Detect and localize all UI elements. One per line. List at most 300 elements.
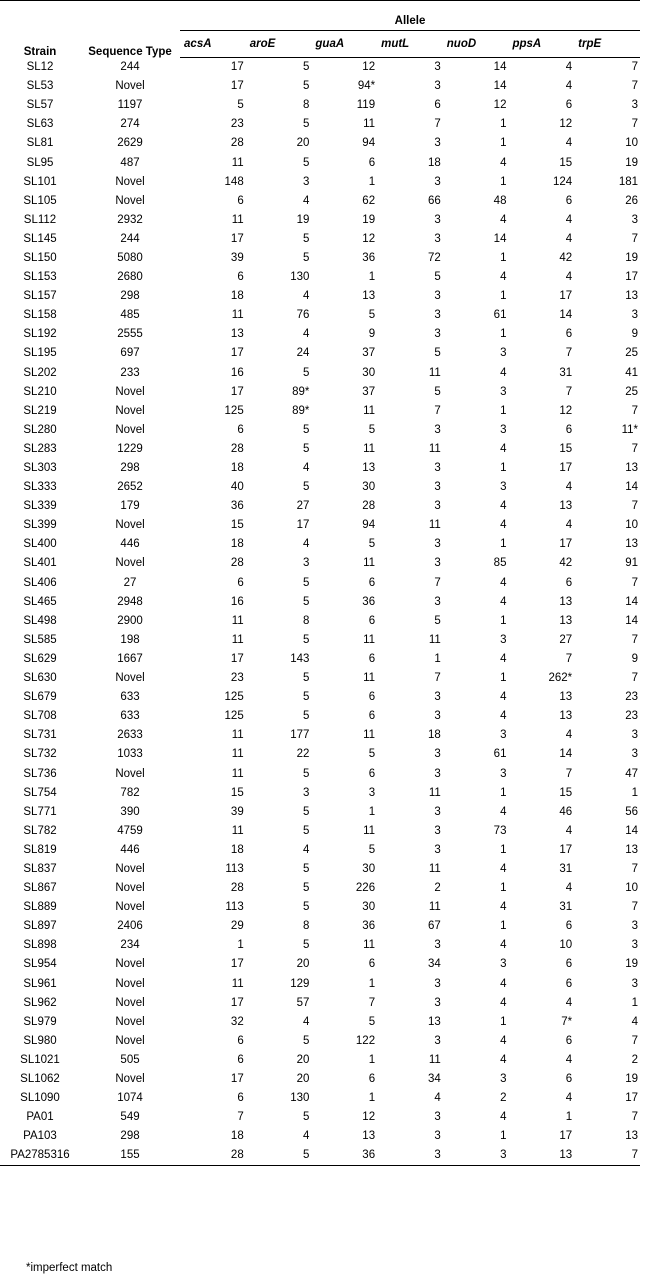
cell-acsa: 17 <box>230 652 244 665</box>
cell-mutl: 11 <box>428 786 441 799</box>
cell-strain: SL153 <box>23 271 57 284</box>
cell-strain: SL980 <box>23 1034 57 1047</box>
cell-aroe: 17 <box>296 519 310 532</box>
cell-aroe: 19 <box>296 213 310 226</box>
cell-trpe: 17 <box>625 271 638 284</box>
table-row <box>0 115 640 134</box>
cell-trpe: 11* <box>621 423 638 436</box>
cell-ppsa: 13 <box>559 710 573 723</box>
cell-sequence-type: Novel <box>115 519 145 532</box>
cell-mutl: 3 <box>434 595 441 608</box>
cell-aroe: 5 <box>303 1111 310 1124</box>
cell-guaa: 6 <box>368 652 376 665</box>
cell-guaa: 13 <box>362 1130 376 1143</box>
cell-trpe: 14 <box>625 824 638 837</box>
cell-strain: SL401 <box>23 557 57 570</box>
cell-aroe: 5 <box>303 481 310 494</box>
cell-trpe: 7 <box>631 1034 638 1047</box>
cell-nuod: 1 <box>500 1015 507 1028</box>
cell-trpe: 13 <box>625 538 638 551</box>
cell-aroe: 8 <box>303 614 310 627</box>
cell-mutl: 3 <box>434 824 441 837</box>
cell-acsa: 6 <box>237 194 244 207</box>
cell-acsa: 17 <box>230 232 244 245</box>
cell-trpe: 10 <box>625 519 638 532</box>
cell-trpe: 7 <box>631 61 638 74</box>
cell-acsa: 18 <box>230 462 244 475</box>
cell-acsa: 36 <box>230 500 244 513</box>
cell-mutl: 34 <box>427 1073 441 1086</box>
cell-mutl: 3 <box>434 213 441 226</box>
column-header-gene: ppsA <box>508 31 574 58</box>
cell-guaa: 3 <box>368 786 376 799</box>
cell-guaa: 1 <box>368 1053 376 1066</box>
cell-mutl: 3 <box>434 1034 441 1047</box>
cell-nuod: 1 <box>500 290 507 303</box>
table-row <box>0 631 640 650</box>
cell-aroe: 5 <box>303 805 310 818</box>
cell-trpe: 7 <box>631 442 638 455</box>
cell-strain: SL112 <box>23 213 57 226</box>
cell-ppsa: 6 <box>565 328 573 341</box>
table-row <box>0 574 640 593</box>
cell-strain: SL145 <box>23 232 57 245</box>
cell-ppsa: 4 <box>565 1092 573 1105</box>
cell-ppsa: 4 <box>565 824 573 837</box>
cell-strain: SL63 <box>26 118 54 131</box>
cell-mutl: 3 <box>434 328 441 341</box>
cell-aroe: 4 <box>303 328 310 341</box>
cell-mutl: 3 <box>434 557 441 570</box>
table-row <box>0 612 640 631</box>
cell-aroe: 20 <box>296 1073 310 1086</box>
cell-nuod: 4 <box>500 691 507 704</box>
cell-sequence-type: 155 <box>80 1146 180 1166</box>
cell-ppsa: 6 <box>565 920 573 933</box>
cell-aroe: 20 <box>296 958 310 971</box>
table-row <box>0 1108 640 1127</box>
cell-strain: SL771 <box>23 805 57 818</box>
cell-acsa: 28 <box>180 1146 246 1166</box>
cell-aroe: 3 <box>303 557 310 570</box>
cell-ppsa: 4 <box>565 213 573 226</box>
cell-strain: SL219 <box>23 404 57 417</box>
cell-nuod: 4 <box>500 1053 507 1066</box>
cell-ppsa: 12 <box>559 404 573 417</box>
cell-acsa: 113 <box>225 862 244 875</box>
cell-mutl: 3 <box>434 500 441 513</box>
cell-mutl: 3 <box>434 939 441 952</box>
cell-nuod: 14 <box>493 61 507 74</box>
cell-aroe: 5 <box>303 672 310 685</box>
table-row <box>0 459 640 478</box>
cell-aroe: 5 <box>303 901 310 914</box>
cell-trpe: 3 <box>631 729 638 742</box>
cell-trpe: 7 <box>631 232 638 245</box>
table-row <box>0 994 640 1013</box>
cell-strain: SL962 <box>23 996 57 1009</box>
cell-strain: SL1062 <box>20 1073 60 1086</box>
cell-acsa: 113 <box>225 901 244 914</box>
cell-ppsa: 6 <box>565 977 573 990</box>
cell-mutl: 13 <box>427 1015 441 1028</box>
cell-nuod: 4 <box>500 939 507 952</box>
cell-ppsa: 12 <box>559 118 573 131</box>
table-row <box>0 516 640 535</box>
cell-acsa: 6 <box>237 1034 244 1047</box>
cell-nuod: 1 <box>500 672 507 685</box>
cell-strain: SL679 <box>23 691 57 704</box>
cell-trpe: 7 <box>631 80 638 93</box>
cell-strain: PA2785316 <box>0 1146 80 1166</box>
cell-ppsa: 4 <box>565 481 573 494</box>
cell-aroe: 4 <box>303 843 310 856</box>
cell-sequence-type: Novel <box>115 385 145 398</box>
cell-ppsa: 6 <box>565 576 573 589</box>
cell-ppsa: 4 <box>565 1053 573 1066</box>
cell-mutl: 5 <box>434 385 441 398</box>
cell-acsa: 125 <box>224 404 244 417</box>
cell-trpe: 3 <box>631 748 638 761</box>
cell-ppsa: 17 <box>559 290 573 303</box>
cell-acsa: 11 <box>231 156 244 169</box>
cell-trpe: 23 <box>625 691 638 704</box>
cell-sequence-type: 2680 <box>117 271 143 284</box>
cell-aroe: 5 <box>303 156 310 169</box>
cell-mutl: 3 <box>434 232 441 245</box>
table-row <box>0 898 640 917</box>
cell-aroe: 4 <box>303 1015 310 1028</box>
cell-acsa: 11 <box>231 213 244 226</box>
cell-trpe: 56 <box>625 805 638 818</box>
cell-sequence-type: 2932 <box>117 213 143 226</box>
cell-ppsa: 14 <box>559 309 573 322</box>
cell-acsa: 6 <box>237 1092 244 1105</box>
cell-acsa: 11 <box>231 767 244 780</box>
cell-acsa: 17 <box>230 347 244 360</box>
table-row <box>0 784 640 803</box>
cell-aroe: 5 <box>303 576 310 589</box>
cell-sequence-type: Novel <box>115 862 145 875</box>
cell-mutl: 66 <box>427 194 441 207</box>
cell-sequence-type: 1197 <box>117 99 143 112</box>
table-row <box>0 1146 640 1166</box>
cell-acsa: 18 <box>230 290 244 303</box>
cell-ppsa: 31 <box>559 901 573 914</box>
table-row <box>0 497 640 516</box>
cell-guaa: 62 <box>362 194 376 207</box>
cell-mutl: 11 <box>428 519 441 532</box>
cell-nuod: 4 <box>500 901 507 914</box>
cell-mutl: 11 <box>428 901 441 914</box>
cell-strain: PA103 <box>23 1130 57 1143</box>
cell-acsa: 17 <box>230 385 244 398</box>
cell-trpe: 7 <box>631 901 638 914</box>
cell-mutl: 18 <box>427 156 441 169</box>
cell-strain: SL192 <box>23 328 57 341</box>
cell-trpe: 26 <box>625 194 638 207</box>
cell-guaa: 1 <box>368 805 376 818</box>
cell-nuod: 1 <box>500 175 507 188</box>
cell-mutl: 5 <box>434 271 441 284</box>
cell-trpe: 25 <box>625 347 638 360</box>
cell-mutl: 3 <box>434 423 441 436</box>
cell-mutl: 3 <box>434 996 441 1009</box>
cell-strain: SL889 <box>23 901 57 914</box>
cell-aroe: 8 <box>303 920 310 933</box>
cell-sequence-type: 1074 <box>117 1092 143 1105</box>
cell-mutl: 1 <box>434 652 441 665</box>
cell-aroe: 5 <box>303 366 310 379</box>
cell-trpe: 3 <box>631 99 638 112</box>
cell-trpe: 9 <box>631 328 638 341</box>
cell-trpe: 2 <box>631 1053 638 1066</box>
cell-ppsa: 17 <box>559 462 573 475</box>
cell-aroe: 129 <box>290 977 310 990</box>
cell-strain: SL57 <box>26 99 54 112</box>
cell-ppsa: 6 <box>565 958 573 971</box>
cell-strain: SL105 <box>23 194 57 207</box>
cell-nuod: 4 <box>500 271 507 284</box>
cell-aroe: 8 <box>303 99 310 112</box>
table-body <box>0 58 640 1166</box>
cell-strain: SL629 <box>23 652 57 665</box>
cell-sequence-type: Novel <box>115 882 145 895</box>
cell-nuod: 4 <box>500 1111 507 1124</box>
cell-nuod: 61 <box>493 309 507 322</box>
cell-sequence-type: Novel <box>115 194 145 207</box>
cell-mutl: 3 <box>434 691 441 704</box>
cell-trpe: 19 <box>625 251 638 264</box>
table-row <box>0 593 640 612</box>
cell-guaa: 1 <box>368 1092 376 1105</box>
cell-acsa: 16 <box>230 595 244 608</box>
cell-nuod: 48 <box>493 194 507 207</box>
table-row <box>0 211 640 230</box>
table-row <box>0 1127 640 1146</box>
cell-ppsa: 13 <box>559 614 573 627</box>
cell-ppsa: 42 <box>559 557 573 570</box>
cell-sequence-type: 198 <box>120 633 140 646</box>
cell-sequence-type: 244 <box>120 60 140 73</box>
cell-trpe: 1 <box>631 786 638 799</box>
cell-guaa: 13 <box>362 462 376 475</box>
cell-mutl: 4 <box>434 1092 441 1105</box>
cell-strain: SL732 <box>23 748 57 761</box>
cell-sequence-type: 485 <box>120 309 140 322</box>
cell-aroe: 5 <box>303 251 310 264</box>
cell-aroe: 4 <box>303 462 310 475</box>
cell-mutl: 3 <box>434 309 441 322</box>
cell-ppsa: 10 <box>559 939 573 952</box>
cell-trpe: 181 <box>618 175 638 188</box>
cell-ppsa: 17 <box>559 1130 573 1143</box>
cell-trpe: 13 <box>625 290 638 303</box>
cell-guaa: 5 <box>368 423 376 436</box>
cell-acsa: 1 <box>237 939 244 952</box>
column-header-sequence-type: Sequence Type <box>80 1 180 58</box>
cell-sequence-type: 179 <box>120 500 140 513</box>
cell-sequence-type: 244 <box>120 232 140 245</box>
cell-trpe: 7 <box>631 1111 638 1124</box>
cell-mutl: 5 <box>434 347 441 360</box>
cell-nuod: 4 <box>500 862 507 875</box>
table-row <box>0 192 640 211</box>
cell-sequence-type: 233 <box>120 366 140 379</box>
cell-nuod: 3 <box>500 385 507 398</box>
table-row <box>0 726 640 745</box>
table-row <box>0 440 640 459</box>
cell-ppsa: 4 <box>565 882 573 895</box>
cell-strain: SL731 <box>23 729 57 742</box>
cell-acsa: 11 <box>231 748 244 761</box>
cell-nuod: 1 <box>500 882 507 895</box>
cell-guaa: 1 <box>368 271 376 284</box>
cell-mutl: 3 <box>434 843 441 856</box>
cell-nuod: 4 <box>500 996 507 1009</box>
cell-mutl: 7 <box>434 576 441 589</box>
cell-nuod: 3 <box>500 481 507 494</box>
cell-ppsa: 4 <box>565 996 573 1009</box>
cell-acsa: 6 <box>237 1053 244 1066</box>
cell-strain: SL150 <box>23 251 57 264</box>
cell-mutl: 3 <box>434 538 441 551</box>
cell-aroe: 5 <box>303 710 310 723</box>
cell-aroe: 22 <box>296 748 310 761</box>
cell-ppsa: 13 <box>508 1146 574 1166</box>
cell-acsa: 28 <box>230 557 244 570</box>
cell-sequence-type: 2652 <box>117 481 143 494</box>
table-row <box>0 153 640 172</box>
cell-acsa: 40 <box>230 481 244 494</box>
cell-aroe: 4 <box>303 1130 310 1143</box>
cell-nuod: 4 <box>500 576 507 589</box>
cell-ppsa: 4 <box>565 271 573 284</box>
cell-nuod: 1 <box>500 118 507 131</box>
cell-nuod: 4 <box>500 156 507 169</box>
cell-mutl: 3 <box>434 767 441 780</box>
cell-strain: SL283 <box>23 442 57 455</box>
table-row <box>0 268 640 287</box>
table-row <box>0 860 640 879</box>
table-row <box>0 535 640 554</box>
table-row <box>0 917 640 936</box>
cell-acsa: 18 <box>230 1130 244 1143</box>
cell-mutl: 3 <box>434 137 441 150</box>
table-row <box>0 325 640 344</box>
cell-mutl: 11 <box>428 633 441 646</box>
cell-guaa: 6 <box>368 156 376 169</box>
cell-trpe: 7 <box>631 576 638 589</box>
cell-mutl: 3 <box>434 1111 441 1124</box>
cell-guaa: 30 <box>362 862 376 875</box>
cell-ppsa: 7* <box>561 1015 573 1028</box>
cell-trpe: 3 <box>631 977 638 990</box>
cell-guaa: 6 <box>368 691 376 704</box>
cell-mutl: 3 <box>434 977 441 990</box>
cell-trpe: 3 <box>631 213 638 226</box>
cell-nuod: 3 <box>500 1073 507 1086</box>
cell-acsa: 28 <box>230 442 244 455</box>
cell-sequence-type: Novel <box>115 958 145 971</box>
cell-nuod: 4 <box>500 652 507 665</box>
cell-mutl: 3 <box>434 805 441 818</box>
cell-sequence-type: Novel <box>115 901 145 914</box>
cell-strain: SL961 <box>23 977 57 990</box>
cell-acsa: 125 <box>224 691 244 704</box>
table-row <box>0 936 640 955</box>
cell-mutl: 2 <box>434 882 441 895</box>
column-group-header-allele: Allele <box>180 1 640 31</box>
cell-ppsa: 13 <box>559 595 573 608</box>
cell-trpe: 14 <box>625 481 638 494</box>
cell-strain: SL157 <box>23 290 57 303</box>
cell-nuod: 3 <box>500 347 507 360</box>
cell-sequence-type: 2629 <box>117 137 143 150</box>
cell-ppsa: 15 <box>559 786 573 799</box>
cell-sequence-type: 633 <box>120 691 140 704</box>
cell-acsa: 29 <box>230 920 244 933</box>
cell-nuod: 4 <box>500 442 507 455</box>
cell-acsa: 15 <box>230 786 244 799</box>
cell-acsa: 7 <box>237 1111 244 1124</box>
cell-sequence-type: 782 <box>120 786 140 799</box>
cell-guaa: 1 <box>368 175 376 188</box>
cell-mutl: 3 <box>434 175 441 188</box>
column-header-gene: aroE <box>246 31 312 58</box>
cell-mutl: 18 <box>427 729 441 742</box>
cell-aroe: 5 <box>246 1146 312 1166</box>
table-row <box>0 879 640 898</box>
cell-mutl: 72 <box>427 251 441 264</box>
cell-aroe: 57 <box>296 996 310 1009</box>
cell-nuod: 85 <box>493 557 507 570</box>
cell-mutl: 5 <box>434 614 441 627</box>
cell-nuod: 1 <box>500 462 507 475</box>
cell-trpe: 91 <box>625 557 638 570</box>
cell-nuod: 14 <box>493 80 507 93</box>
cell-aroe: 3 <box>303 786 310 799</box>
cell-strain: SL898 <box>23 939 57 952</box>
cell-mutl: 3 <box>434 710 441 723</box>
cell-ppsa: 17 <box>559 538 573 551</box>
cell-mutl: 11 <box>428 442 441 455</box>
table-row <box>0 975 640 994</box>
cell-sequence-type: 274 <box>120 118 140 131</box>
cell-aroe: 5 <box>303 61 310 74</box>
cell-trpe: 4 <box>631 1015 638 1028</box>
cell-ppsa: 4 <box>565 519 573 532</box>
table-row <box>0 96 640 115</box>
cell-acsa: 125 <box>224 710 244 723</box>
cell-ppsa: 7 <box>565 767 573 780</box>
cell-nuod: 1 <box>500 920 507 933</box>
cell-guaa: 6 <box>368 710 376 723</box>
table-row <box>0 77 640 96</box>
cell-ppsa: 7 <box>565 652 573 665</box>
cell-sequence-type: 298 <box>120 462 140 475</box>
cell-guaa: 1 <box>368 977 376 990</box>
cell-guaa: 11 <box>363 729 376 742</box>
cell-strain: SL498 <box>23 614 57 627</box>
cell-acsa: 13 <box>230 328 244 341</box>
cell-acsa: 11 <box>231 824 244 837</box>
cell-sequence-type: 2900 <box>117 614 143 627</box>
cell-aroe: 89* <box>292 385 310 398</box>
cell-guaa: 12 <box>362 232 376 245</box>
cell-guaa: 28 <box>362 500 376 513</box>
cell-mutl: 3 <box>434 80 441 93</box>
